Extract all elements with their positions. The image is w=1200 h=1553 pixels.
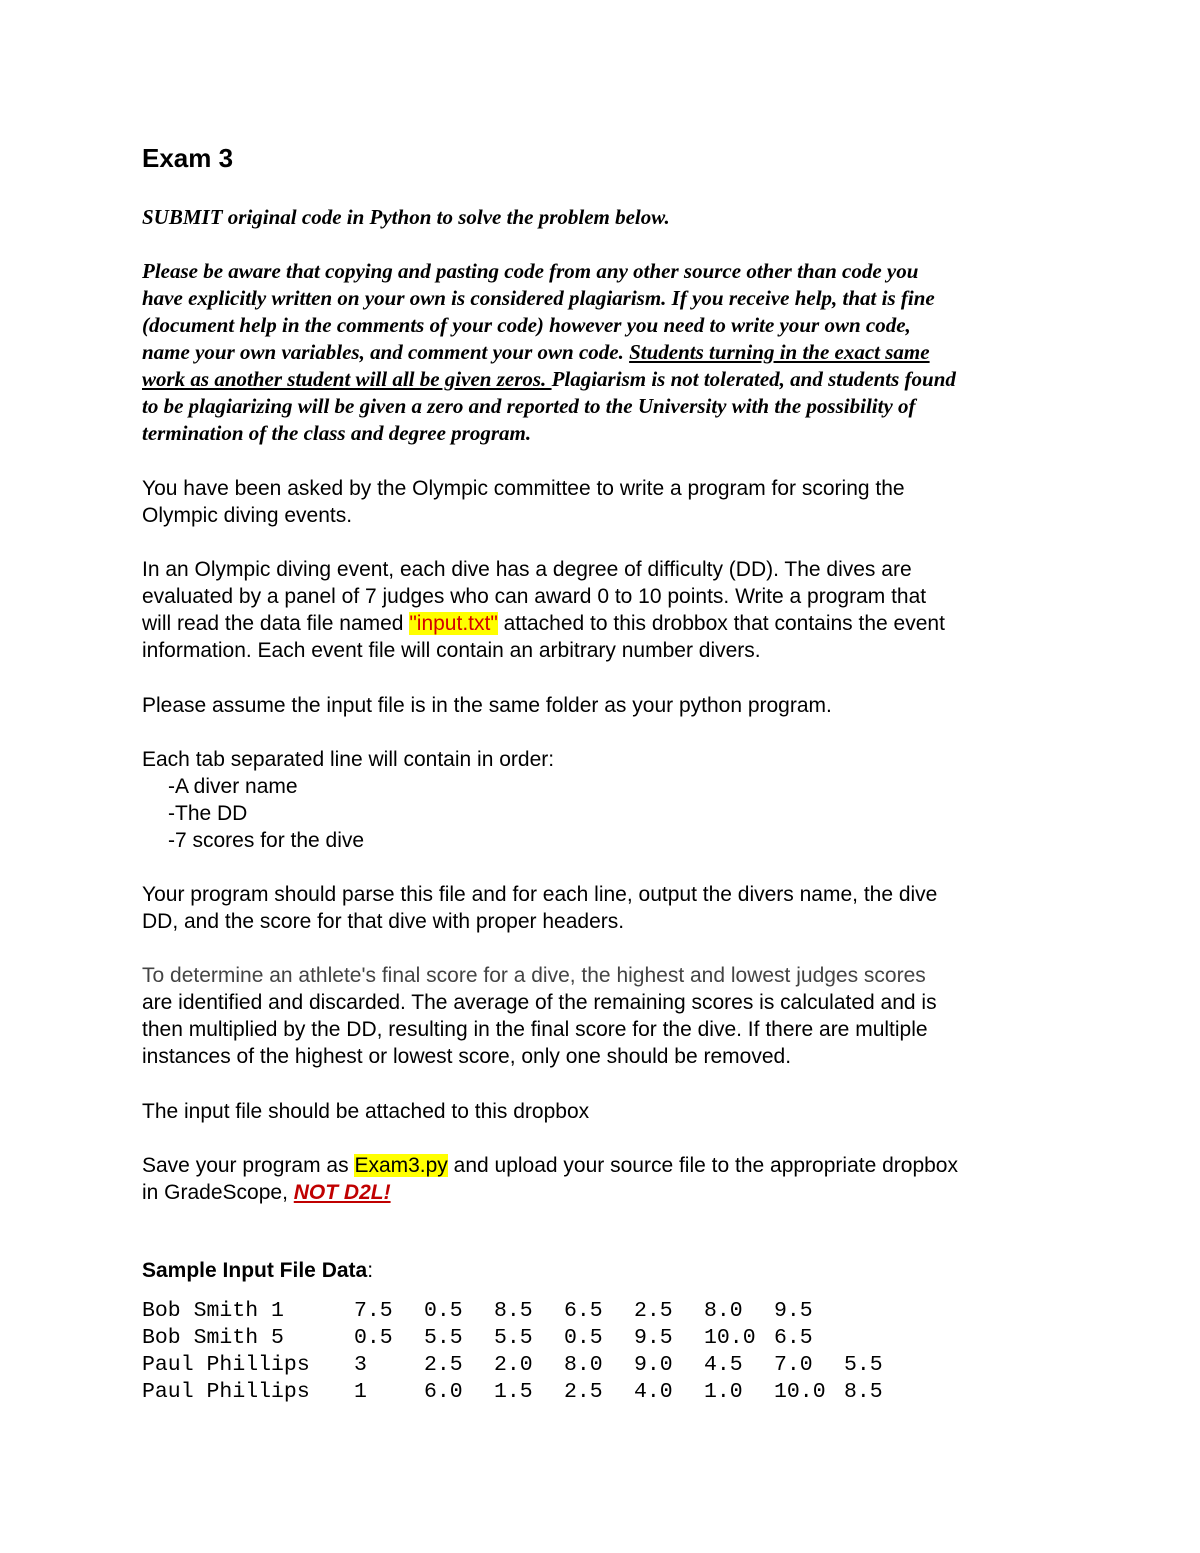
sample-heading-colon: : xyxy=(367,1259,374,1282)
save-line-1 xyxy=(142,1152,958,1179)
sample-heading-text: Sample Input File Data xyxy=(142,1259,368,1282)
value-cell: 5.5 xyxy=(494,1326,533,1350)
assume-paragraph: Please assume the input file is in the same folder as your python program. xyxy=(142,694,832,717)
parse-line-1: Your program should parse this file and for each line, output the divers name, the dive xyxy=(142,883,938,906)
value-cell: 5.5 xyxy=(424,1326,463,1350)
value-cell: 6.5 xyxy=(774,1326,813,1350)
value-cell: 8.5 xyxy=(494,1299,533,1323)
value-cell: 9.5 xyxy=(634,1326,673,1350)
event-line-4: information. Each event file will contain an arbitrary number divers. xyxy=(142,639,761,662)
value-cell: 0.5 xyxy=(354,1326,393,1350)
program-file-name: Exam3.py xyxy=(354,1154,448,1177)
intro-paragraph xyxy=(142,475,905,529)
value-cell: 9.0 xyxy=(634,1353,673,1377)
save-line-2 xyxy=(142,1179,958,1206)
event-line-1: In an Olympic diving event, each dive has a degree of difficulty (DD). The dives are xyxy=(142,558,912,581)
value-cell: 2.0 xyxy=(494,1353,533,1377)
diver-cell: Paul Phillips xyxy=(142,1353,310,1377)
event-line-3-start: will read the data file named xyxy=(142,612,410,635)
warning-line-4 xyxy=(142,339,956,366)
page-title: Exam 3 xyxy=(142,143,234,173)
list-item-diver-name: -A diver name xyxy=(168,775,298,798)
scoring-paragraph xyxy=(142,962,937,1070)
table-row xyxy=(142,1352,904,1379)
value-cell: 7.5 xyxy=(354,1299,393,1323)
value-cell: 4.5 xyxy=(704,1353,743,1377)
warning-line-7: termination of the class and degree program. xyxy=(142,421,532,445)
warning-line-2: have explicitly written on your own is considered plagiarism. If you receive help, that is fine xyxy=(142,286,935,310)
sample-heading xyxy=(142,1257,373,1284)
zero-policy-underlined-2: work as another student will all be given zeros. xyxy=(142,367,552,391)
table-row xyxy=(142,1379,904,1406)
value-cell: 0.5 xyxy=(424,1299,463,1323)
table-row xyxy=(142,1298,904,1325)
value-cell: 3 xyxy=(354,1353,367,1377)
parse-line-2: DD, and the score for that dive with proper headers. xyxy=(142,910,625,933)
scoring-line-1: To determine an athlete's final score for a dive, the highest and lowest judges scores xyxy=(142,964,926,987)
diver-cell: Bob Smith 1 xyxy=(142,1299,284,1323)
value-cell: 7.0 xyxy=(774,1353,813,1377)
warning-line-4-text: name your own variables, and comment your own code. xyxy=(142,340,630,364)
value-cell: 8.5 xyxy=(844,1380,883,1404)
tab-format-section xyxy=(142,746,554,854)
intro-line-1: You have been asked by the Olympic committee to write a program for scoring the xyxy=(142,477,905,500)
value-cell: 0.5 xyxy=(564,1326,603,1350)
value-cell: 6.5 xyxy=(564,1299,603,1323)
warning-line-5 xyxy=(142,366,956,393)
value-cell: 9.5 xyxy=(774,1299,813,1323)
save-line-2-start: in GradeScope, xyxy=(142,1181,294,1204)
event-line-3-end: attached to this drobbox that contains the event xyxy=(497,612,945,635)
value-cell: 8.0 xyxy=(564,1353,603,1377)
value-cell: 10.0 xyxy=(774,1380,826,1404)
save-line-1-start: Save your program as xyxy=(142,1154,355,1177)
scoring-line-4: instances of the highest or lowest score, only one should be removed. xyxy=(142,1045,792,1068)
value-cell: 2.5 xyxy=(564,1380,603,1404)
plagiarism-warning xyxy=(142,258,956,447)
tab-format-intro: Each tab separated line will contain in order: xyxy=(142,748,555,771)
value-cell: 1 xyxy=(354,1380,367,1404)
save-paragraph xyxy=(142,1152,958,1206)
event-line-2: evaluated by a panel of 7 judges who can award 0 to 10 points. Write a program that xyxy=(142,585,927,608)
value-cell xyxy=(844,1298,904,1325)
value-cell: 1.5 xyxy=(494,1380,533,1404)
value-cell xyxy=(844,1325,904,1352)
event-paragraph xyxy=(142,556,945,664)
diver-cell: Paul Phillips xyxy=(142,1380,310,1404)
value-cell: 1.0 xyxy=(704,1380,743,1404)
value-cell: 5.5 xyxy=(844,1353,883,1377)
value-cell: 2.5 xyxy=(634,1299,673,1323)
intro-line-2: Olympic diving events. xyxy=(142,504,353,527)
zero-policy-underlined-1: Students turning in the exact same xyxy=(629,340,930,364)
value-cell: 2.5 xyxy=(424,1353,463,1377)
value-cell: 8.0 xyxy=(704,1299,743,1323)
value-cell: 6.0 xyxy=(424,1380,463,1404)
scoring-line-2: are identified and discarded. The average of the remaining scores is calculated and is xyxy=(142,991,937,1014)
warning-line-3: (document help in the comments of your code) however you need to write your own code, xyxy=(142,313,911,337)
diver-cell: Bob Smith 5 xyxy=(142,1326,284,1350)
sample-data-table xyxy=(142,1298,904,1406)
scoring-line-3: then multiplied by the DD, resulting in the final score for the dive. If there are multiple xyxy=(142,1018,928,1041)
save-line-1-end: and upload your source file to the appropriate dropbox xyxy=(447,1154,958,1177)
list-item-scores: -7 scores for the dive xyxy=(168,829,365,852)
not-d2l-emphasis: NOT D2L! xyxy=(293,1181,391,1204)
parse-paragraph xyxy=(142,881,937,935)
attach-paragraph: The input file should be attached to this dropbox xyxy=(142,1100,590,1123)
table-row xyxy=(142,1325,904,1352)
value-cell: 10.0 xyxy=(704,1326,756,1350)
submit-instruction: SUBMIT original code in Python to solve the problem below. xyxy=(142,205,670,229)
event-line-3 xyxy=(142,610,945,637)
value-cell: 4.0 xyxy=(634,1380,673,1404)
warning-line-6: to be plagiarizing will be given a zero and reported to the University with the possibility of xyxy=(142,394,916,418)
warning-line-1: Please be aware that copying and pasting code from any other source other than code you xyxy=(142,259,919,283)
warning-line-5-text: Plagiarism is not tolerated, and students found xyxy=(551,367,956,391)
input-file-name: "input.txt" xyxy=(409,612,498,635)
list-item-dd: -The DD xyxy=(168,802,248,825)
